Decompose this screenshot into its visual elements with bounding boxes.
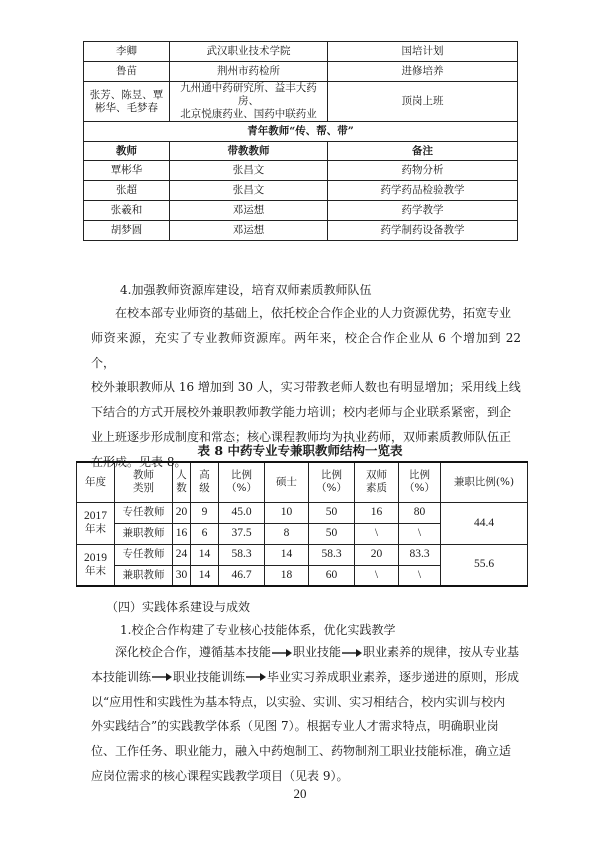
cell-line: 张芳、陈昱、覃: [89, 88, 164, 101]
table-cell: 50: [309, 502, 355, 523]
paragraph-line: 校外兼职教师从 16 增加到 30 人，实习带教老师人数也有明显增加；采用线上线: [91, 380, 521, 395]
table-cell: \: [399, 523, 441, 544]
band-title: 青年教师“传、帮、带”: [84, 122, 518, 142]
paragraph-line: 业上班逐步形成制度和常态；核心课程教师均为执业药师，双师素质教师队伍正: [91, 429, 512, 444]
table-cell: 张羲和: [84, 201, 170, 221]
table-cell: 邓运想: [170, 221, 328, 241]
year-line: 年末: [85, 564, 106, 577]
header-line: 高: [199, 469, 210, 482]
table-row: [84, 181, 518, 201]
table-cell: [84, 82, 170, 122]
table-cell: 45.0: [219, 502, 265, 523]
header-cell: [191, 462, 219, 502]
table-cell: 药学教学: [328, 201, 518, 221]
table-row: [77, 544, 528, 565]
table-cell: 专任教师: [115, 544, 173, 565]
table-cell: [170, 82, 328, 122]
table-cell: 46.7: [219, 565, 265, 586]
header-cell: [219, 462, 265, 502]
header-cell: 教师: [84, 142, 170, 161]
table-cell: 30: [173, 565, 191, 586]
table-cell: 58.3: [219, 544, 265, 565]
section-heading: （四）实践体系建设与成效: [106, 600, 251, 614]
table-cell: 60: [309, 565, 355, 586]
table-cell: 专任教师: [115, 502, 173, 523]
table-cell: 20: [355, 544, 399, 565]
cell-line: 九州通中药研究所、益丰大药房、: [180, 82, 317, 107]
table-header-row: [77, 462, 528, 502]
header-line: （%）: [226, 482, 257, 495]
paragraph-line: 应岗位需求的核心课程实践教学项目（见表 9）。: [91, 768, 349, 783]
table-cell: 李卿: [84, 42, 170, 62]
table-cell: 药学制药设备教学: [328, 221, 518, 241]
table-caption: 表 8 中药专业专兼职教师结构一览表: [197, 443, 403, 458]
header-line: 双师: [366, 469, 387, 482]
table-cell: 10: [265, 502, 309, 523]
header-cell: 带教教师: [170, 142, 328, 161]
table-cell: 18: [265, 565, 309, 586]
table-row: [84, 221, 518, 241]
text-run: 毕业实习养成职业素养，逐步递进的原则，形成: [267, 669, 520, 684]
subsection-heading: 1.校企合作构建了专业核心技能体系，优化实践教学: [120, 623, 396, 637]
page-number: 20: [293, 786, 307, 801]
header-line: （%）: [404, 482, 435, 495]
table-cell: 14: [265, 544, 309, 565]
table-cell: \: [355, 565, 399, 586]
parttime-ratio-cell: 55.6: [441, 544, 528, 586]
paragraph-line: [91, 640, 521, 665]
table-cell: 16: [355, 502, 399, 523]
header-line: 比例: [321, 469, 342, 482]
header-line: 级: [199, 482, 210, 495]
table-row: [84, 62, 518, 82]
cell-line: 北京悦康药业、国药中联药业: [180, 108, 317, 120]
table-cell: 顶岗上班: [328, 82, 518, 122]
table-cell: 14: [191, 544, 219, 565]
text-run: 深化校企合作，遵循基本技能: [115, 645, 272, 659]
year-line: 年末: [85, 523, 106, 535]
table-cell: 14: [191, 565, 219, 586]
table-cell: \: [355, 523, 399, 544]
table-cell: 进修培养: [328, 62, 518, 82]
table-cell: 80: [399, 502, 441, 523]
header-cell: 兼职比例(%): [441, 462, 528, 502]
paragraph-line: 下结合的方式开展校外兼职教师教学能力培训；校内老师与企业联系紧密，到企: [91, 405, 512, 420]
table-cell: 37.5: [219, 523, 265, 544]
text-run: 本技能训练: [91, 669, 152, 684]
paragraph-line: [91, 665, 521, 690]
table-cell: 24: [173, 544, 191, 565]
section-heading: 4.加强教师资源库建设，培育双师素质教师队伍: [120, 283, 372, 297]
table-cell: 张超: [84, 181, 170, 201]
header-line: 人: [176, 469, 187, 482]
text-run: 职业技能: [293, 645, 342, 659]
parttime-ratio-cell: 44.4: [441, 502, 528, 544]
paragraph-line: 在校本部专业师资的基础上，依托校企合作企业的人力资源优势，拓宽专业: [115, 306, 512, 320]
header-cell: 备注: [328, 142, 518, 161]
table-cell: 58.3: [309, 544, 355, 565]
text-run: 职业技能训练: [173, 669, 246, 684]
teacher-training-table: [83, 41, 518, 241]
table-cell: 荆州市药检所: [170, 62, 328, 82]
table-row: [84, 82, 518, 122]
paragraph-line: 外实践结合”的实践教学体系（见图 7）。根据专业人才需求特点，明确职业岗: [91, 719, 499, 734]
header-line: （%）: [316, 482, 347, 495]
table-cell: 9: [191, 502, 219, 523]
table-cell: 药学药品检验教学: [328, 181, 518, 201]
paragraph-line: 在形成。见表 8。: [91, 454, 187, 469]
faculty-structure-table: [76, 461, 528, 587]
table-cell: 覃彬华: [84, 161, 170, 181]
table-cell: 张昌文: [170, 161, 328, 181]
cell-line: 彬华、毛梦春: [95, 101, 158, 114]
header-cell: 硕士: [265, 462, 309, 502]
table-cell: 鲁苗: [84, 62, 170, 82]
paragraph-line: 以“应用性和实践性为基本特点，以实验、实训、实习相结合，校内实训与校内: [91, 694, 506, 709]
table-row: [84, 201, 518, 221]
arrow-right-icon: [271, 648, 293, 658]
table-cell: 邓运想: [170, 201, 328, 221]
table-cell: 武汉职业技术学院: [170, 42, 328, 62]
table-cell: 16: [173, 523, 191, 544]
table-header-row: [84, 142, 518, 161]
table-cell: \: [399, 565, 441, 586]
paragraph-line: 师资来源，充实了专业教师资源库。两年来，校企合作企业从 6 个增加到 22 个，: [91, 330, 521, 370]
header-cell: 年度: [77, 462, 115, 502]
year-line: 2017: [84, 510, 107, 522]
table-cell: 药物分析: [328, 161, 518, 181]
paragraph-line: 位、工作任务、职业能力，融入中药炮制工、药物制剂工职业技能标准，确立适: [91, 744, 512, 759]
table-row: [77, 502, 528, 523]
table-cell: 50: [309, 523, 355, 544]
table-cell: 胡梦圆: [84, 221, 170, 241]
arrow-right-icon: [151, 672, 173, 682]
year-line: 2019: [84, 551, 107, 564]
header-line: 比例: [409, 469, 430, 482]
table-cell: 兼职教师: [115, 565, 173, 586]
table-cell: 20: [173, 502, 191, 523]
table-cell: 8: [265, 523, 309, 544]
header-line: 教师: [133, 469, 154, 482]
arrow-right-icon: [245, 672, 267, 682]
header-line: 数: [176, 482, 187, 495]
body-paragraph: [91, 640, 521, 789]
table-cell: 83.3: [399, 544, 441, 565]
header-cell: [399, 462, 441, 502]
year-cell: [77, 544, 115, 586]
table-cell: 国培计划: [328, 42, 518, 62]
header-cell: [355, 462, 399, 502]
table-row: [84, 161, 518, 181]
arrow-right-icon: [341, 648, 363, 658]
header-line: 类别: [133, 482, 154, 495]
header-cell: [173, 462, 191, 502]
table-row: [84, 42, 518, 62]
table-cell: 6: [191, 523, 219, 544]
table-cell: 兼职教师: [115, 523, 173, 544]
table-band-row: [84, 122, 518, 142]
header-cell: [309, 462, 355, 502]
header-line: 素质: [366, 482, 387, 495]
year-cell: [77, 502, 115, 544]
header-line: 比例: [231, 469, 252, 482]
table-cell: 张昌文: [170, 181, 328, 201]
header-cell: [115, 462, 173, 502]
text-run: 职业素养的规律，按从专业基: [363, 645, 520, 659]
